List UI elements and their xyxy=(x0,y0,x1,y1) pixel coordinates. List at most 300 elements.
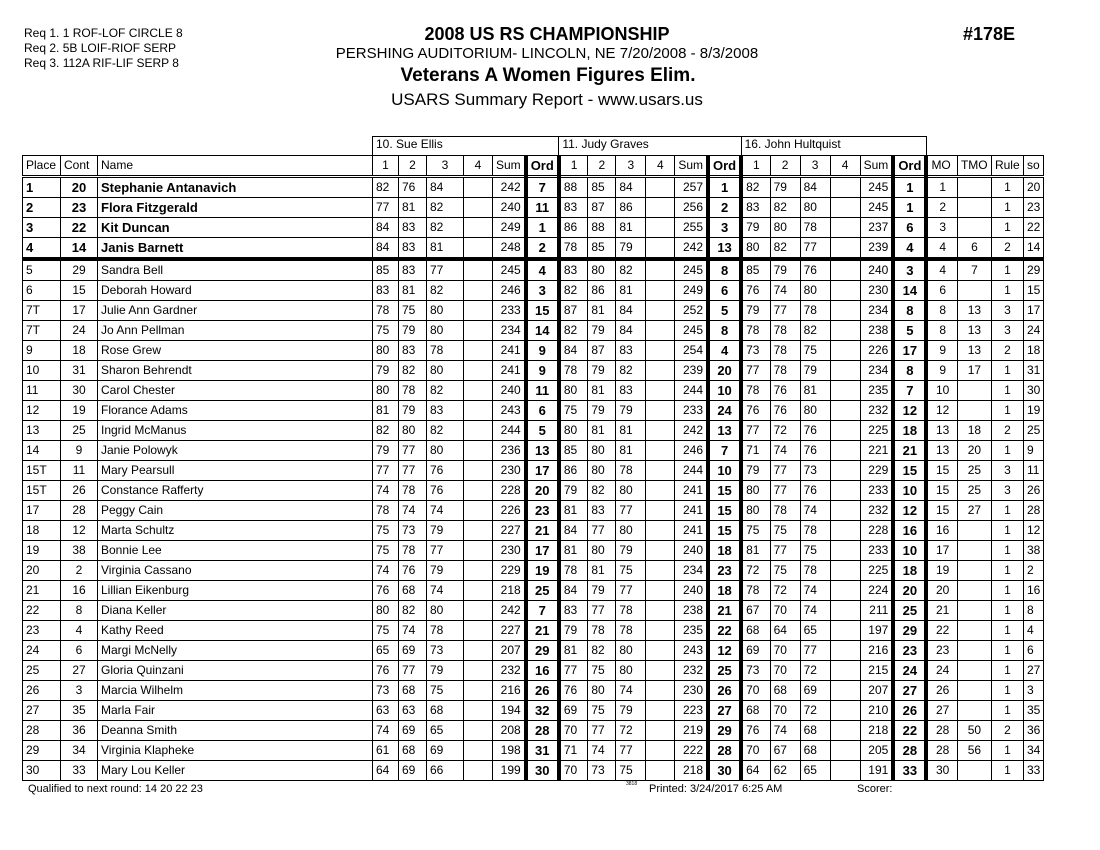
rule-cell: 1 xyxy=(991,681,1023,701)
table-row xyxy=(23,341,1044,361)
place-cell: 24 xyxy=(23,641,61,661)
place-cell: 6 xyxy=(23,281,61,301)
score-cell xyxy=(464,281,493,301)
score-cell: 77 xyxy=(616,581,646,601)
sum-cell: 211 xyxy=(860,601,893,621)
table-row xyxy=(23,381,1044,401)
score-cell xyxy=(646,401,675,421)
table-row xyxy=(23,421,1044,441)
score-cell xyxy=(830,681,860,701)
sum-cell: 225 xyxy=(860,421,893,441)
score-cell xyxy=(830,721,860,741)
col-score-s2: 2 xyxy=(770,156,800,177)
ordinal-cell: 13 xyxy=(708,238,741,260)
rule-cell: 1 xyxy=(991,701,1023,721)
ordinal-cell: 28 xyxy=(893,741,926,761)
ordinal-cell: 4 xyxy=(708,341,741,361)
ordinal-cell: 24 xyxy=(893,661,926,681)
score-cell: 80 xyxy=(588,259,616,281)
score-cell: 79 xyxy=(588,361,616,381)
score-cell: 72 xyxy=(741,561,770,581)
score-cell: 87 xyxy=(559,301,588,321)
score-cell xyxy=(464,441,493,461)
so-cell: 38 xyxy=(1023,541,1043,561)
score-cell: 77 xyxy=(741,421,770,441)
sum-cell: 228 xyxy=(860,521,893,541)
cont-cell: 3 xyxy=(61,681,98,701)
sum-cell: 194 xyxy=(493,701,526,721)
tmo-cell: 7 xyxy=(957,259,991,281)
so-cell: 8 xyxy=(1023,601,1043,621)
place-cell: 2 xyxy=(23,198,61,218)
score-cell: 85 xyxy=(559,441,588,461)
score-cell xyxy=(646,621,675,641)
so-cell: 33 xyxy=(1023,761,1043,781)
score-cell xyxy=(464,381,493,401)
score-cell: 76 xyxy=(800,441,830,461)
score-cell: 83 xyxy=(373,281,399,301)
table-row xyxy=(23,641,1044,661)
column-header-row xyxy=(23,156,1044,177)
score-cell: 78 xyxy=(559,238,588,260)
place-cell: 13 xyxy=(23,421,61,441)
ordinal-cell: 26 xyxy=(708,681,741,701)
score-cell: 77 xyxy=(741,361,770,381)
score-cell: 75 xyxy=(800,341,830,361)
score-cell: 82 xyxy=(427,421,464,441)
ordinal-cell: 8 xyxy=(708,321,741,341)
score-cell: 66 xyxy=(427,761,464,781)
place-cell: 18 xyxy=(23,521,61,541)
score-cell: 70 xyxy=(770,661,800,681)
ordinal-cell: 21 xyxy=(708,601,741,621)
score-cell: 78 xyxy=(770,341,800,361)
score-cell xyxy=(830,341,860,361)
mo-cell: 8 xyxy=(926,321,957,341)
tmo-cell: 17 xyxy=(957,361,991,381)
sum-cell: 224 xyxy=(860,581,893,601)
rule-cell: 3 xyxy=(991,321,1023,341)
ordinal-cell: 28 xyxy=(526,721,559,741)
name-cell: Ingrid McManus xyxy=(98,421,373,441)
score-cell: 85 xyxy=(373,259,399,281)
rule-cell: 1 xyxy=(991,218,1023,238)
ordinal-cell: 16 xyxy=(526,661,559,681)
score-cell: 81 xyxy=(588,381,616,401)
score-cell: 82 xyxy=(373,177,399,198)
score-cell: 86 xyxy=(559,461,588,481)
ordinal-cell: 15 xyxy=(893,461,926,481)
score-cell: 78 xyxy=(373,301,399,321)
score-cell: 82 xyxy=(399,601,427,621)
so-cell: 35 xyxy=(1023,701,1043,721)
score-cell: 80 xyxy=(559,421,588,441)
so-cell: 36 xyxy=(1023,721,1043,741)
score-cell xyxy=(646,441,675,461)
sum-cell: 207 xyxy=(860,681,893,701)
mo-cell: 27 xyxy=(926,701,957,721)
score-cell xyxy=(830,461,860,481)
score-cell: 80 xyxy=(427,361,464,381)
mo-cell: 17 xyxy=(926,541,957,561)
score-cell: 80 xyxy=(427,321,464,341)
sum-cell: 238 xyxy=(675,601,708,621)
table-row xyxy=(23,361,1044,381)
col-sum: Sum xyxy=(675,156,708,177)
ordinal-cell: 18 xyxy=(708,581,741,601)
mo-cell: 28 xyxy=(926,741,957,761)
col-score-s4: 4 xyxy=(830,156,860,177)
ordinal-cell: 29 xyxy=(893,621,926,641)
score-cell: 80 xyxy=(741,501,770,521)
score-cell: 76 xyxy=(399,177,427,198)
score-cell xyxy=(646,238,675,260)
table-row xyxy=(23,281,1044,301)
score-cell: 62 xyxy=(770,761,800,781)
cont-cell: 34 xyxy=(61,741,98,761)
cont-cell: 29 xyxy=(61,259,98,281)
score-cell xyxy=(464,521,493,541)
ordinal-cell: 22 xyxy=(708,621,741,641)
score-cell xyxy=(646,421,675,441)
score-cell: 75 xyxy=(373,521,399,541)
score-cell: 77 xyxy=(399,441,427,461)
rule-cell: 1 xyxy=(991,501,1023,521)
so-cell: 25 xyxy=(1023,421,1043,441)
score-cell: 81 xyxy=(559,641,588,661)
score-cell: 74 xyxy=(427,501,464,521)
cont-cell: 8 xyxy=(61,601,98,621)
score-cell: 70 xyxy=(559,761,588,781)
sum-cell: 207 xyxy=(493,641,526,661)
score-cell xyxy=(646,481,675,501)
score-cell: 68 xyxy=(741,701,770,721)
score-cell: 80 xyxy=(373,381,399,401)
name-cell: Diana Keller xyxy=(98,601,373,621)
rule-cell: 1 xyxy=(991,541,1023,561)
sum-cell: 229 xyxy=(860,461,893,481)
score-cell: 77 xyxy=(616,501,646,521)
ordinal-cell: 15 xyxy=(526,301,559,321)
col-ord: Ord xyxy=(893,156,926,177)
score-cell: 82 xyxy=(588,481,616,501)
score-cell: 73 xyxy=(399,521,427,541)
qualified-list: Qualified to next round: 14 20 22 23 xyxy=(28,783,203,795)
score-cell: 88 xyxy=(559,177,588,198)
ordinal-cell: 12 xyxy=(708,641,741,661)
score-cell: 68 xyxy=(399,581,427,601)
ordinal-cell: 33 xyxy=(893,761,926,781)
sum-cell: 227 xyxy=(493,621,526,641)
score-cell: 77 xyxy=(770,301,800,321)
so-cell: 9 xyxy=(1023,441,1043,461)
score-cell: 81 xyxy=(616,218,646,238)
name-cell: Flora Fitzgerald xyxy=(98,198,373,218)
sum-cell: 234 xyxy=(860,301,893,321)
score-cell: 75 xyxy=(559,401,588,421)
cont-cell: 24 xyxy=(61,321,98,341)
rule-cell: 1 xyxy=(991,441,1023,461)
score-cell: 78 xyxy=(800,301,830,321)
score-cell: 73 xyxy=(741,341,770,361)
name-cell: Deanna Smith xyxy=(98,721,373,741)
mo-cell: 21 xyxy=(926,601,957,621)
score-cell xyxy=(646,301,675,321)
ordinal-cell: 20 xyxy=(893,581,926,601)
score-cell: 69 xyxy=(399,761,427,781)
ordinal-cell: 10 xyxy=(893,481,926,501)
score-cell: 76 xyxy=(427,481,464,501)
score-cell xyxy=(464,198,493,218)
so-cell: 12 xyxy=(1023,521,1043,541)
name-cell: Bonnie Lee xyxy=(98,541,373,561)
so-cell: 16 xyxy=(1023,581,1043,601)
tmo-cell: 50 xyxy=(957,721,991,741)
score-cell xyxy=(830,238,860,260)
ordinal-cell: 25 xyxy=(708,661,741,681)
score-cell: 81 xyxy=(588,301,616,321)
score-cell: 81 xyxy=(559,501,588,521)
sum-cell: 197 xyxy=(860,621,893,641)
tmo-cell xyxy=(957,661,991,681)
sum-cell: 235 xyxy=(860,381,893,401)
ordinal-cell: 10 xyxy=(893,541,926,561)
score-cell xyxy=(464,721,493,741)
score-cell: 80 xyxy=(741,481,770,501)
score-cell: 83 xyxy=(559,259,588,281)
col-score-s3: 3 xyxy=(427,156,464,177)
place-cell: 15T xyxy=(23,461,61,481)
score-cell: 78 xyxy=(588,621,616,641)
ordinal-cell: 3 xyxy=(708,218,741,238)
rule-cell: 1 xyxy=(991,521,1023,541)
ordinal-cell: 6 xyxy=(526,401,559,421)
score-cell xyxy=(646,721,675,741)
name-cell: Sandra Bell xyxy=(98,259,373,281)
score-cell: 77 xyxy=(399,661,427,681)
table-row xyxy=(23,601,1044,621)
rule-cell: 3 xyxy=(991,481,1023,501)
so-cell: 6 xyxy=(1023,641,1043,661)
sum-cell: 240 xyxy=(860,259,893,281)
ordinal-cell: 6 xyxy=(708,281,741,301)
sum-cell: 248 xyxy=(493,238,526,260)
judge-2-name: 11. Judy Graves xyxy=(559,137,741,156)
sum-cell: 254 xyxy=(675,341,708,361)
score-cell: 78 xyxy=(373,501,399,521)
table-row xyxy=(23,259,1044,281)
score-cell: 76 xyxy=(800,259,830,281)
col-ord: Ord xyxy=(526,156,559,177)
score-cell: 82 xyxy=(427,198,464,218)
col-so: so xyxy=(1023,156,1043,177)
ordinal-cell: 27 xyxy=(893,681,926,701)
table-row xyxy=(23,661,1044,681)
place-cell: 12 xyxy=(23,401,61,421)
score-cell xyxy=(646,281,675,301)
requirement-1: Req 1. 1 ROF-LOF CIRCLE 8 xyxy=(24,26,183,40)
score-cell: 80 xyxy=(588,681,616,701)
score-cell: 75 xyxy=(800,541,830,561)
score-cell xyxy=(830,321,860,341)
score-cell: 85 xyxy=(588,238,616,260)
score-cell: 80 xyxy=(616,481,646,501)
score-cell: 79 xyxy=(427,561,464,581)
table-row xyxy=(23,441,1044,461)
sum-cell: 245 xyxy=(493,259,526,281)
table-row xyxy=(23,621,1044,641)
score-cell xyxy=(830,481,860,501)
score-cell: 82 xyxy=(399,361,427,381)
tmo-cell xyxy=(957,581,991,601)
score-cell: 77 xyxy=(770,461,800,481)
tmo-cell xyxy=(957,701,991,721)
score-cell: 80 xyxy=(741,238,770,260)
score-cell: 75 xyxy=(616,561,646,581)
score-cell: 83 xyxy=(616,381,646,401)
score-cell: 79 xyxy=(741,461,770,481)
place-cell: 25 xyxy=(23,661,61,681)
score-cell: 82 xyxy=(616,259,646,281)
col-score-s1: 1 xyxy=(373,156,399,177)
score-cell: 77 xyxy=(559,661,588,681)
score-cell xyxy=(646,177,675,198)
ordinal-cell: 7 xyxy=(526,177,559,198)
score-cell: 73 xyxy=(427,641,464,661)
name-cell: Peggy Cain xyxy=(98,501,373,521)
score-cell: 79 xyxy=(399,401,427,421)
score-cell: 80 xyxy=(427,301,464,321)
ordinal-cell: 18 xyxy=(708,541,741,561)
score-cell: 69 xyxy=(800,681,830,701)
score-cell: 75 xyxy=(399,301,427,321)
place-cell: 11 xyxy=(23,381,61,401)
rule-cell: 1 xyxy=(991,601,1023,621)
place-cell: 5 xyxy=(23,259,61,281)
col-sum: Sum xyxy=(493,156,526,177)
score-cell: 77 xyxy=(800,238,830,260)
score-cell xyxy=(830,361,860,381)
score-cell xyxy=(646,541,675,561)
ordinal-cell: 3 xyxy=(526,281,559,301)
score-cell: 87 xyxy=(588,198,616,218)
table-row xyxy=(23,198,1044,218)
rule-cell: 1 xyxy=(991,259,1023,281)
score-cell: 78 xyxy=(800,521,830,541)
ordinal-cell: 8 xyxy=(893,301,926,321)
score-cell: 75 xyxy=(588,701,616,721)
score-cell xyxy=(830,301,860,321)
sum-cell: 255 xyxy=(675,218,708,238)
score-cell xyxy=(830,741,860,761)
rule-cell: 2 xyxy=(991,238,1023,260)
ordinal-cell: 24 xyxy=(708,401,741,421)
score-cell xyxy=(464,561,493,581)
score-cell: 76 xyxy=(800,421,830,441)
cont-cell: 11 xyxy=(61,461,98,481)
name-cell: Deborah Howard xyxy=(98,281,373,301)
ordinal-cell: 31 xyxy=(526,741,559,761)
score-cell xyxy=(830,281,860,301)
sum-cell: 234 xyxy=(860,361,893,381)
tiny-mark: 3818 xyxy=(626,781,638,787)
sum-cell: 219 xyxy=(675,721,708,741)
score-cell xyxy=(646,561,675,581)
cont-cell: 35 xyxy=(61,701,98,721)
score-cell: 80 xyxy=(373,341,399,361)
place-cell: 9 xyxy=(23,341,61,361)
score-cell: 74 xyxy=(770,281,800,301)
score-cell: 82 xyxy=(427,281,464,301)
score-cell xyxy=(464,341,493,361)
ordinal-cell: 26 xyxy=(893,701,926,721)
name-cell: Julie Ann Gardner xyxy=(98,301,373,321)
ordinal-cell: 5 xyxy=(708,301,741,321)
score-cell: 83 xyxy=(399,259,427,281)
so-cell: 22 xyxy=(1023,218,1043,238)
ordinal-cell: 9 xyxy=(526,361,559,381)
table-row xyxy=(23,177,1044,198)
score-cell: 81 xyxy=(399,198,427,218)
tmo-cell xyxy=(957,281,991,301)
sum-cell: 236 xyxy=(493,441,526,461)
tmo-cell: 13 xyxy=(957,321,991,341)
report-subtitle: USARS Summary Report - www.usars.us xyxy=(391,90,703,109)
rule-cell: 1 xyxy=(991,401,1023,421)
name-cell: Carol Chester xyxy=(98,381,373,401)
score-cell: 83 xyxy=(559,601,588,621)
score-cell: 81 xyxy=(373,401,399,421)
score-cell xyxy=(464,321,493,341)
ordinal-cell: 7 xyxy=(708,441,741,461)
mo-cell: 3 xyxy=(926,218,957,238)
score-cell xyxy=(646,461,675,481)
score-cell xyxy=(646,761,675,781)
score-cell xyxy=(830,661,860,681)
ordinal-cell: 30 xyxy=(708,761,741,781)
event-code: #178E xyxy=(963,24,1016,44)
score-cell: 78 xyxy=(800,218,830,238)
venue-dates: PERSHING AUDITORIUM- LINCOLN, NE 7/20/2008 - 8/3/2008 xyxy=(335,45,759,62)
requirement-2: Req 2. 5B LOIF-RIOF SERP xyxy=(24,41,177,55)
ordinal-cell: 30 xyxy=(526,761,559,781)
mo-cell: 30 xyxy=(926,761,957,781)
tmo-cell xyxy=(957,541,991,561)
score-cell xyxy=(464,259,493,281)
col-score-s4: 4 xyxy=(464,156,493,177)
sum-cell: 216 xyxy=(860,641,893,661)
results-table xyxy=(22,136,1044,781)
score-cell: 79 xyxy=(616,401,646,421)
rule-cell: 2 xyxy=(991,341,1023,361)
score-cell: 82 xyxy=(800,321,830,341)
tmo-cell xyxy=(957,621,991,641)
score-cell: 83 xyxy=(559,198,588,218)
score-cell xyxy=(830,621,860,641)
score-cell: 73 xyxy=(800,461,830,481)
so-cell: 3 xyxy=(1023,681,1043,701)
table-row xyxy=(23,681,1044,701)
sum-cell: 234 xyxy=(675,561,708,581)
sum-cell: 208 xyxy=(493,721,526,741)
score-cell: 79 xyxy=(588,321,616,341)
name-cell: Virginia Cassano xyxy=(98,561,373,581)
score-cell: 84 xyxy=(373,218,399,238)
table-row xyxy=(23,218,1044,238)
mo-cell: 12 xyxy=(926,401,957,421)
score-cell xyxy=(830,421,860,441)
ordinal-cell: 32 xyxy=(526,701,559,721)
